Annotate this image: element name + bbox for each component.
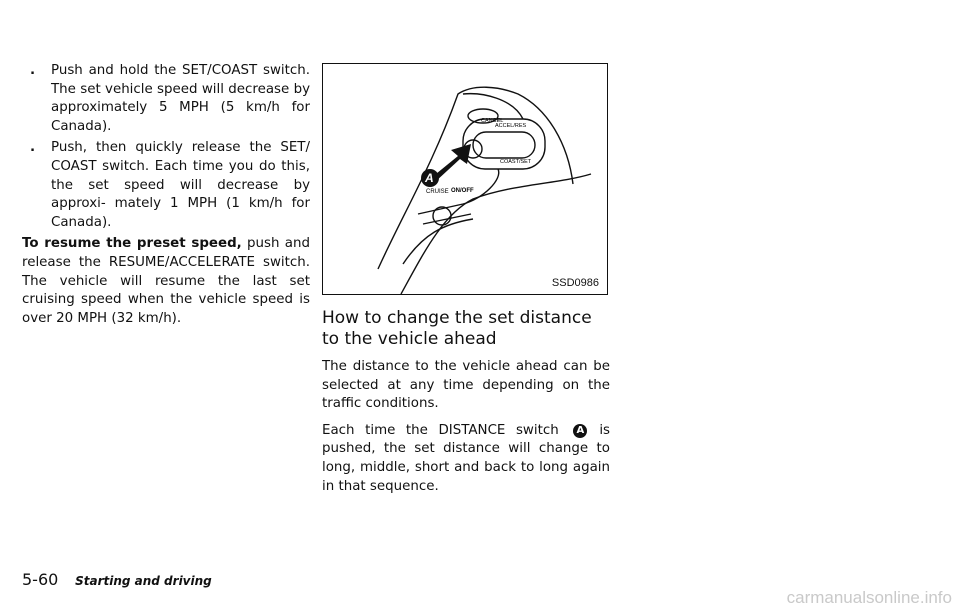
- bullet-dot: .: [30, 140, 36, 156]
- figure-label-cruise: CRUISE: [426, 189, 449, 195]
- figure-label-coast: COAST/SET: [500, 159, 532, 165]
- marker-a-badge: A: [573, 424, 587, 438]
- distance-switch-paragraph: [322, 422, 610, 496]
- figure-marker-a-label: A: [425, 171, 434, 185]
- watermark: carmanualsonline.info: [786, 588, 952, 607]
- page-footer: [22, 570, 212, 589]
- figure-label-onoff: ON/OFF: [451, 188, 474, 194]
- distance-text-b: is pushed, the set distance will change to long, middle, short and back to long again in that sequence.: [322, 422, 611, 494]
- section-name: Starting and driving: [75, 574, 212, 588]
- right-column: [322, 308, 610, 504]
- figure-code: SSD0986: [551, 277, 599, 289]
- bullet-dot: .: [30, 63, 36, 78]
- resume-lead: To resume the preset speed,: [22, 236, 242, 252]
- distance-paragraph: The distance to the vehicle ahead can be selected at any time depending on the traffic conditions.: [322, 359, 610, 412]
- page-number: 5-60: [22, 570, 59, 589]
- bullet-text: Push and hold the SET/COAST switch. The set vehicle speed will decrease by approximately 5 MPH (5 km/h for Canada).: [51, 63, 310, 134]
- distance-text-a: Each time the DISTANCE switch: [322, 422, 559, 438]
- section-heading: How to change the set distance to the vehicle ahead: [322, 308, 592, 349]
- figure-label-accel: ACCEL/RES: [495, 123, 527, 129]
- resume-paragraph: [22, 235, 310, 328]
- figure-label-cancel: CANCEL: [481, 118, 504, 124]
- bullet-item: [22, 62, 310, 136]
- steering-switch-illustration: [323, 64, 609, 296]
- switch-figure: [322, 63, 608, 295]
- bullet-item: [22, 139, 310, 232]
- resume-text: push and release the RESUME/ACCELERATE switch. The vehicle will resume the last set cruising speed when the vehicle speed is over 20 MPH (32 km/h).: [22, 236, 310, 326]
- bullet-text: Push, then quickly release the SET/ COAST switch. Each time you do this, the set speed will decrease by approxi- mately 1 MPH (1 km/h for Canada).: [51, 140, 310, 230]
- left-column: [22, 62, 310, 328]
